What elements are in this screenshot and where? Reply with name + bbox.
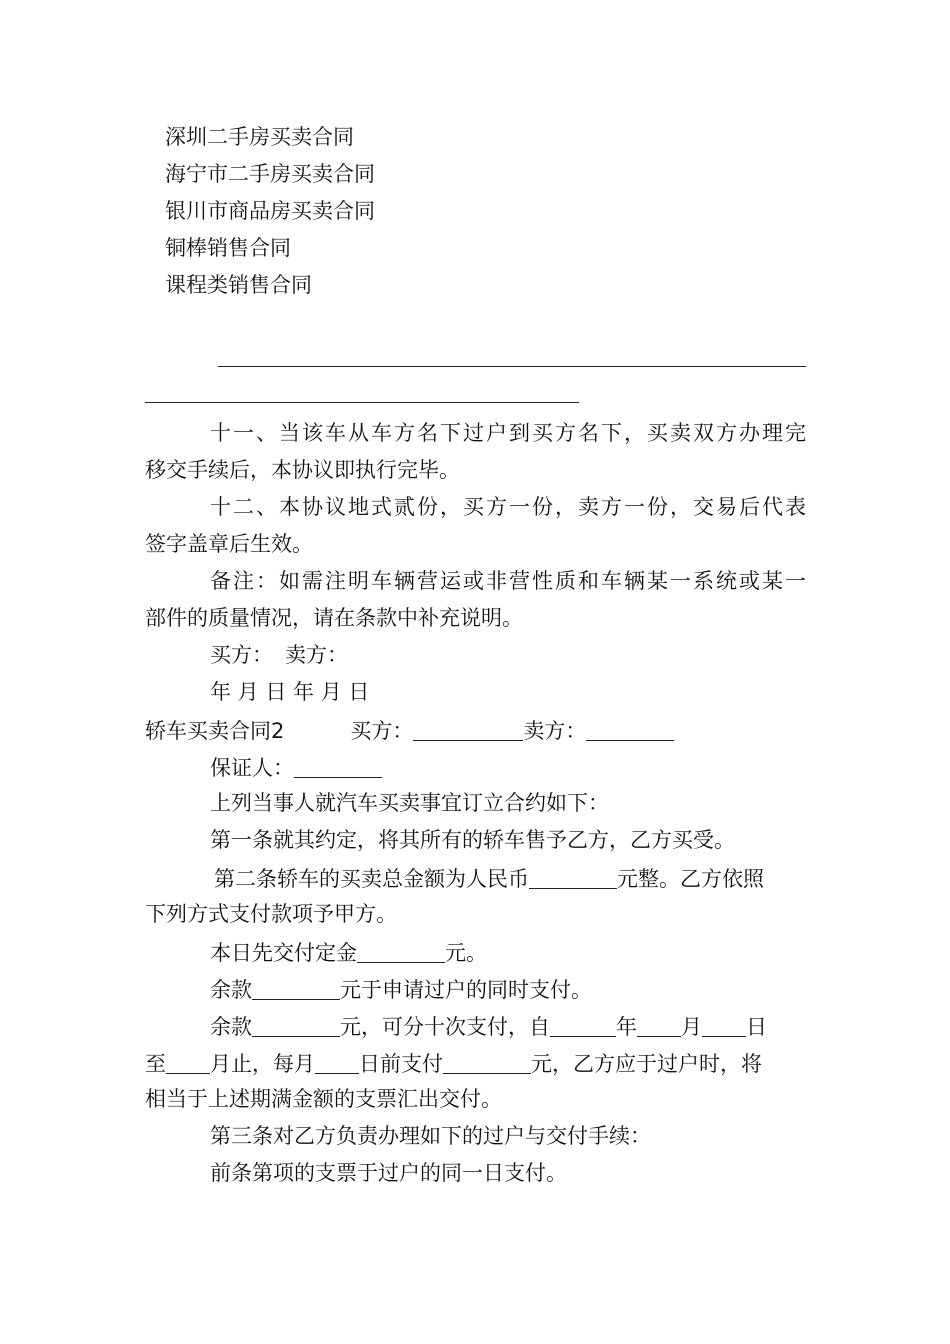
end-month-blank [166, 1052, 210, 1074]
article-3: 第三条对乙方负责办理如下的过户与交付手续： [210, 1124, 651, 1148]
month-blank [637, 1015, 681, 1037]
balance-2-line-2 [145, 1052, 762, 1075]
article-2-line-1 [214, 867, 764, 890]
deposit-text: 本日先交付定金 [210, 941, 357, 965]
remark-line-2: 部件的质量情况，请在条款中补充说明。 [145, 606, 523, 630]
day-blank [702, 1015, 746, 1037]
separator-line [218, 366, 806, 367]
deposit-text: 元。 [445, 941, 487, 965]
balance-text: 元，可分十次支付，自 [340, 1015, 550, 1039]
signature-date: 年 月 日 年 月 日 [210, 680, 370, 704]
related-link[interactable]: 铜棒销售合同 [165, 236, 291, 260]
article-1: 第一条就其约定，将其所有的轿车售予乙方，乙方买受。 [210, 828, 735, 852]
article-2-text: 元整。乙方依照 [617, 867, 764, 891]
contract2-heading-line [145, 719, 674, 742]
buyer-label: 买方： [210, 643, 273, 667]
balance-text: 至 [145, 1052, 166, 1076]
contract2-intro: 上列当事人就汽车买卖事宜订立合约如下： [210, 791, 609, 815]
balance-text: 余款 [210, 978, 252, 1002]
contract2-seller-label: 卖方： [523, 719, 587, 743]
signature-line [210, 645, 348, 666]
balance-text: 月止，每月 [210, 1052, 315, 1076]
balance-text: 日前支付 [359, 1052, 443, 1076]
balance-text: 余款 [210, 1015, 252, 1039]
day-label: 日 [746, 1015, 767, 1039]
deposit-blank [357, 941, 445, 963]
contract2-buyer-label: 买方： [350, 719, 414, 743]
related-link[interactable]: 银川市商品房买卖合同 [165, 199, 375, 223]
article-3-item: 前条第项的支票于过户的同一日支付。 [210, 1161, 567, 1185]
clause-11-line-2: 移交手续后，本协议即执行完毕。 [145, 458, 460, 482]
remark-line-1: 备注：如需注明车辆营运或非营性质和车辆某一系统或某一 [210, 569, 806, 593]
balance-2-line-3: 相当于上述期满金额的支票汇出交付。 [145, 1087, 502, 1111]
guarantor-line [210, 756, 382, 779]
pay-day-blank [315, 1052, 359, 1074]
year-blank [550, 1015, 616, 1037]
balance-blank [252, 978, 340, 1000]
buyer-blank [413, 719, 523, 741]
related-link[interactable]: 海宁市二手房买卖合同 [165, 162, 375, 186]
seller-label: 卖方： [285, 643, 348, 667]
year-label: 年 [616, 1015, 637, 1039]
total-amount-blank [529, 867, 617, 889]
balance-blank [252, 1015, 340, 1037]
balance-text: 元于申请过户的同时支付。 [340, 978, 592, 1002]
related-link[interactable]: 深圳二手房买卖合同 [165, 125, 354, 149]
clause-12-line-1: 十二、本协议地式贰份，买方一份，卖方一份，交易后代表 [210, 495, 806, 519]
month-label: 月 [681, 1015, 702, 1039]
article-2-line-2: 下列方式支付款项予甲方。 [145, 902, 397, 926]
balance-2-line-1 [210, 1015, 767, 1038]
article-2-text: 第二条轿车的买卖总金额为人民币 [214, 867, 529, 891]
deposit-line [210, 941, 487, 964]
clause-12-line-2: 签字盖章后生效。 [145, 532, 313, 556]
balance-text: 元，乙方应于过户时，将 [531, 1052, 762, 1076]
balance-1-line [210, 978, 592, 1001]
guarantor-label: 保证人： [210, 756, 294, 780]
clause-11-line-1: 十一、当该车从车方名下过户到买方名下，买卖双方办理完 [210, 421, 806, 445]
seller-blank [586, 719, 674, 741]
monthly-amount-blank [443, 1052, 531, 1074]
guarantor-blank [294, 756, 382, 778]
related-link[interactable]: 课程类销售合同 [165, 273, 312, 297]
contract2-title: 轿车买卖合同2 [145, 719, 285, 743]
separator-line [145, 402, 579, 403]
